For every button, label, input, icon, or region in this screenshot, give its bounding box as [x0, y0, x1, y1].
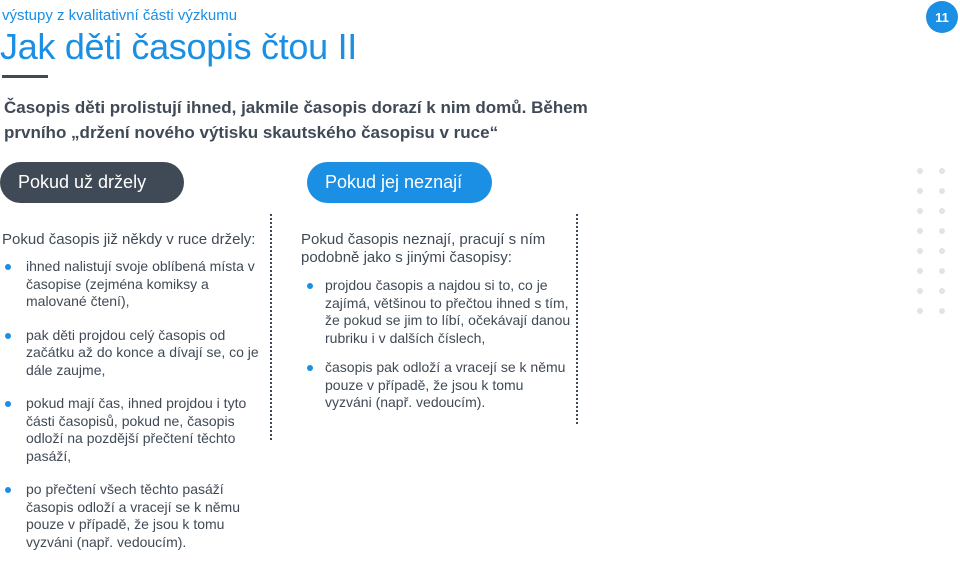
decorative-dot — [917, 188, 923, 194]
decorative-dot — [939, 288, 945, 294]
page-title: Jak děti časopis čtou II — [0, 26, 357, 67]
decorative-dot — [917, 308, 923, 314]
list-item: ihned nalistují svoje oblíbená místa v časopise (zejména komiksy a malované čtení), — [2, 258, 264, 311]
pill-already-held: Pokud už držely — [0, 162, 184, 203]
left-column-heading: Pokud časopis již někdy v ruce držely: — [2, 231, 256, 248]
decorative-dot — [917, 288, 923, 294]
decorative-dot — [917, 168, 923, 174]
title-underline — [2, 75, 48, 78]
list-item: pak děti projdou celý časopis od začátku až do konce a dívají se, co je dále zaujme, — [2, 327, 264, 380]
decorative-dot — [917, 208, 923, 214]
decorative-dot — [939, 188, 945, 194]
decorative-dot — [917, 268, 923, 274]
intro-text: Časopis děti prolistují ihned, jakmile časopis dorazí k nim domů. Během prvního „držení nového výtisku skautského časopisu v ruce“ — [4, 98, 588, 142]
decorative-dot — [939, 248, 945, 254]
column-divider-left — [270, 214, 272, 440]
list-item: po přečtení všech těchto pasáží časopis odloží a vracejí se k němu pouze v případě, že jsou k tomu vyzváni (např. vedoucím). — [2, 481, 264, 551]
list-item: pokud mají čas, ihned projdou i tyto části časopisů, pokud ne, časopis odloží na pozdější přečtení těchto pasáží, — [2, 395, 264, 465]
left-column — [2, 231, 264, 567]
section-kicker: výstupy z kvalitativní části výzkumu — [2, 7, 238, 24]
left-bullet-list — [2, 258, 264, 551]
decorative-dot — [939, 228, 945, 234]
right-column-heading: Pokud časopis neznají, pracují s ním podobně jako s jinými časopisy: — [301, 231, 546, 266]
column-divider-right — [576, 214, 578, 424]
decorative-dot — [939, 208, 945, 214]
pill-not-known: Pokud jej neznají — [307, 162, 492, 203]
list-item: časopis pak odloží a vracejí se k němu pouze v případě, že jsou k tomu vyzváni (např. vedoucím). — [301, 359, 571, 412]
right-bullet-list — [301, 277, 571, 412]
decorative-dot — [939, 268, 945, 274]
right-column — [301, 231, 571, 424]
list-item: projdou časopis a najdou si to, co je zajímá, většinou to přečtou ihned s tím, že pokud se jim to líbí, očekávají danou rubriku i v dalších číslech, — [301, 277, 571, 347]
decorative-dot — [917, 248, 923, 254]
decorative-dot — [939, 308, 945, 314]
decorative-dot — [939, 168, 945, 174]
decorative-dot — [917, 228, 923, 234]
page-number-badge: 11 — [926, 1, 958, 33]
